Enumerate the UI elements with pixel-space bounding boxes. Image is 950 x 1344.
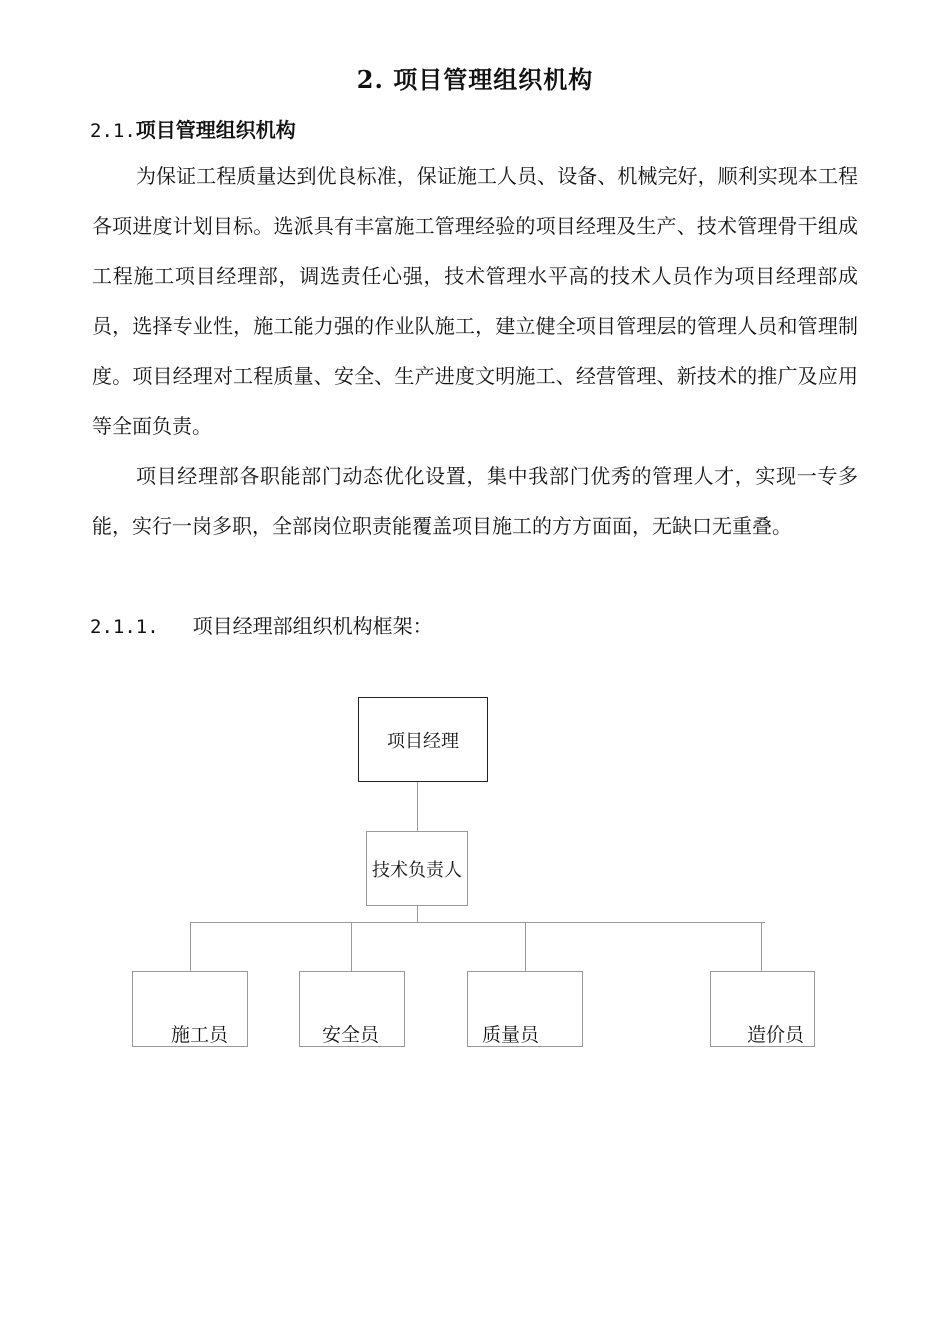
section-title: 项目管理组织机构 — [135, 118, 296, 142]
org-node-quality-officer — [467, 971, 583, 1047]
paragraph-2: 项目经理部各职能部门动态优化设置，集中我部门优秀的管理人才，实现一专多能，实行一岗多职，全部岗位职责能覆盖项目施工的方方面面，无缺口无重叠。 — [92, 464, 858, 538]
connector-to-leaf-4 — [761, 922, 762, 971]
subsection-heading — [90, 610, 433, 639]
org-node-label: 安全员 — [322, 1024, 380, 1046]
page-title: 2. 项目管理组织机构 — [356, 65, 594, 94]
section-heading — [90, 114, 296, 143]
org-node-safety-officer — [299, 971, 405, 1047]
connector-to-leaf-2 — [351, 922, 352, 971]
connector-to-leaf-1 — [190, 922, 191, 971]
org-node-cost-estimator — [710, 971, 815, 1047]
org-node-label: 技术负责人 — [372, 859, 462, 881]
connector-root-to-second — [417, 782, 418, 831]
org-node-label: 造价员 — [747, 1024, 805, 1046]
org-node-label: 项目经理 — [387, 730, 459, 752]
org-node-technical-lead — [366, 831, 468, 906]
connector-horizontal-bus — [190, 922, 765, 923]
paragraph-1: 为保证工程质量达到优良标准，保证施工人员、设备、机械完好，顺利实现本工程各项进度计划目标。选派具有丰富施工管理经验的项目经理及生产、技术管理骨干组成工程施工项目经理部，调选责任心强，技术管理水平高的技术人员作为项目经理部成员，选择专业性，施工能力强的作业队施工，建立健全项目管理层的管理人员和管理制度。项目经理对工程质量、安全、生产进度文明施工、经营管理、新技术的推广及应用等全面负责。 — [92, 164, 858, 438]
connector-to-leaf-3 — [525, 922, 526, 971]
subsection-title: 项目经理部组织机构框架： — [192, 614, 433, 638]
org-node-project-manager — [358, 697, 488, 782]
section-number: 2.1. — [90, 120, 136, 142]
subsection-number: 2.1.1. — [90, 616, 159, 638]
org-node-construction-staff — [132, 971, 248, 1047]
connector-second-to-bus — [417, 906, 418, 922]
org-node-label: 施工员 — [171, 1024, 229, 1046]
org-node-label: 质量员 — [482, 1024, 540, 1046]
